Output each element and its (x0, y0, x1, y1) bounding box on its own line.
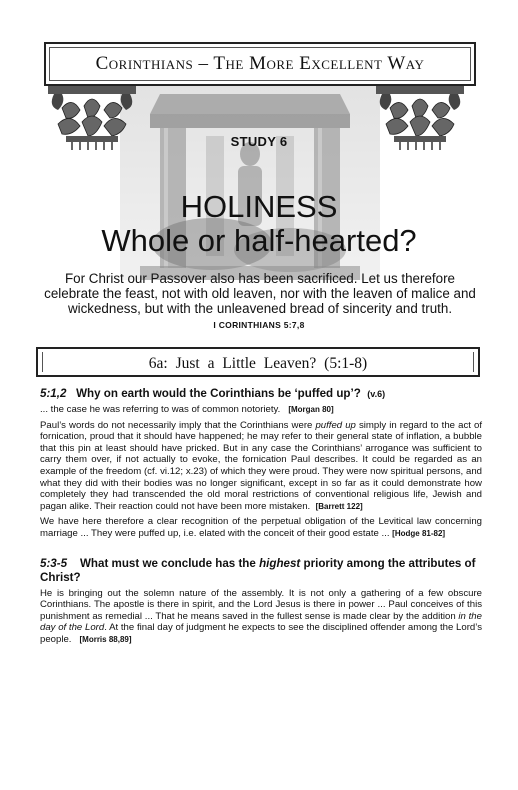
question-text: Why on earth would the Corinthians be ‘puffed up’? (76, 387, 361, 400)
citation: [Hodge 81-82] (392, 528, 446, 538)
paragraph-text: . At the final day of judgment he expects to see the disciplined offender among the Lord’s people. (40, 622, 482, 645)
paragraph-text: Paul’s words do not necessarily imply that the Corinthians were (40, 419, 316, 431)
question-heading (40, 557, 482, 585)
emphasis-text: puffed up (315, 419, 356, 431)
spacer (40, 544, 482, 557)
commentary-paragraph (40, 404, 482, 416)
question-heading (40, 387, 482, 401)
paragraph-text: simply in regard to the act of fornication, proud that it should have happened; he may refer to their general state of inflation, a bubble that this pin at least should have pricked. But in any case the Corinthians’ arrogance was sufficient to carry them over, if not actually to evoke, the fornication Paul describes. It could be regarded as an example of the freedom (cf. vi.12; x.23) of which they were proud. They were now spiritual persons, and what they did with their bodies was no longer significant, except in so far as it could demonstrate how completely they had transcended the old moral restrictions of conventional religious life, Jewish and pagan alike. Their reaction could not have been more mistaken. (40, 419, 482, 512)
commentary-paragraph (40, 588, 482, 646)
question-reference: 5:3-5 (40, 556, 68, 570)
emphasis-text: in the day of the Lord (40, 610, 482, 634)
commentary-paragraph (40, 420, 482, 513)
citation: [Morris 88,89] (79, 634, 132, 644)
paragraph-text: He is bringing out the solemn nature of the assembly. It is not only a gathering of a few obscure Corinthians. The apostle is there in spirit, and the Lord Jesus is there in power ... Paul conceives of this punishment as remedial ... That he means saved in the fullest sense is made clear by the addition (40, 587, 482, 622)
paragraph-text: We have here therefore a clear recognition of the perpetual obligation of the Levitical law concerning marriage ... They were puffed up, i.e. elated with the conceit of their good estate ... (40, 516, 482, 539)
epigraph-verse: For Christ our Passover also has been sacrificed. Let us therefore celebrate the feast, not with old leaven, nor with the leaven of malice and wickedness, but with the unleavened bread of sincerity and truth. (44, 271, 476, 316)
verse-reference: (v.6) (367, 389, 386, 399)
page-title: HOLINESS (180, 189, 338, 224)
header-banner (44, 42, 476, 86)
citation: [Barrett 122] (315, 501, 363, 511)
section-heading: 6a: Just a Little Leaven? (5:1-8) (148, 355, 368, 372)
banner-title: Corinthians – The More Excellent Way (95, 53, 425, 74)
citation: [Morgan 80] (288, 405, 334, 414)
study-label: STUDY 6 (230, 134, 288, 149)
page-subtitle: Whole or half-hearted? (101, 223, 417, 258)
section-heading-box (36, 347, 480, 377)
question-reference: 5:1,2 (40, 387, 67, 400)
question-text: What must we conclude has the (79, 556, 260, 570)
paragraph-text: ... the case he was referring to was of common notoriety. (40, 404, 281, 415)
epigraph-reference: I CORINTHIANS 5:7,8 (213, 320, 305, 330)
question-text: priority among the attributes of Christ? (40, 556, 476, 584)
commentary-paragraph (40, 516, 482, 539)
emphasis-text: highest (259, 556, 301, 570)
study-content (40, 387, 482, 650)
